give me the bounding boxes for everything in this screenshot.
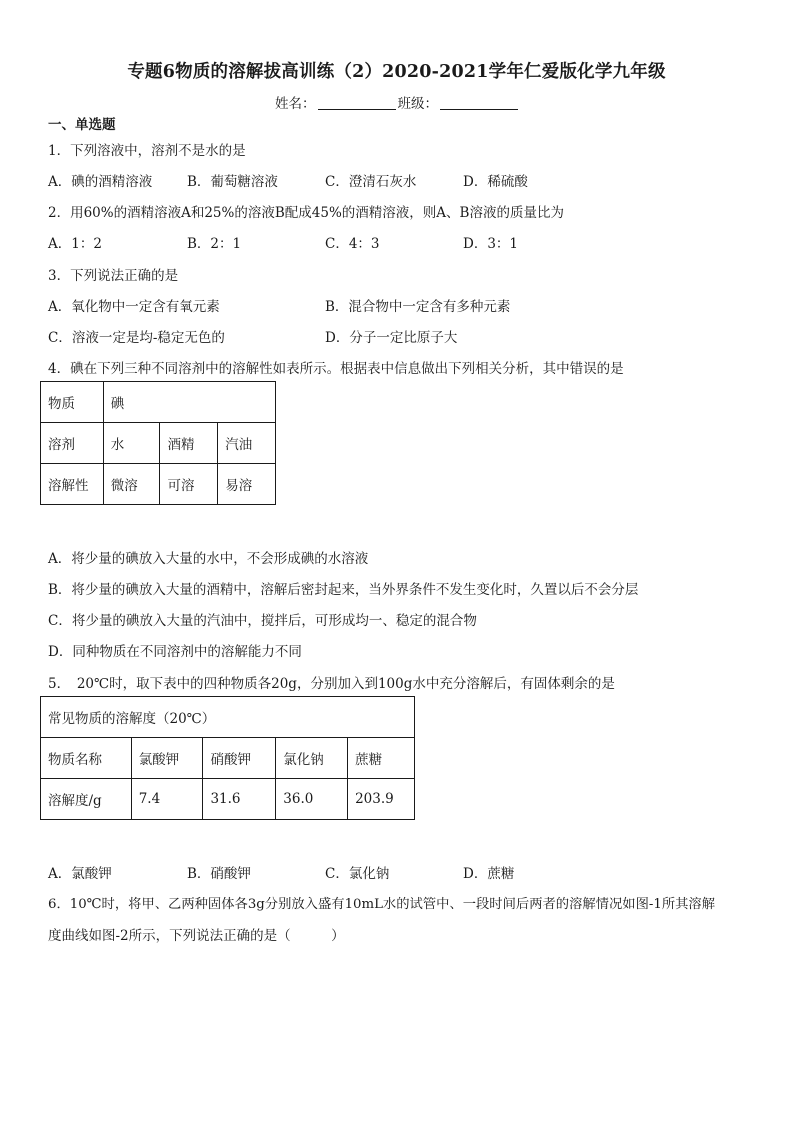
name-label: 姓名： — [275, 96, 316, 112]
question-1-option-d[interactable]: D．稀硫酸 — [463, 174, 528, 190]
question-4-option-b[interactable]: B．将少量的碘放入大量的酒精中，溶解后密封起来，当外界条件不发生变化时，久置以后不会分层 — [48, 582, 639, 598]
question-4-option-d[interactable]: D．同种物质在不同溶剂中的溶解能力不同 — [48, 644, 302, 660]
section-heading: 一、单选题 — [48, 117, 116, 133]
question-4-option-c[interactable]: C．将少量的碘放入大量的汽油中，搅拌后，可形成均一、稳定的混合物 — [48, 613, 477, 629]
question-2-option-d[interactable]: D．3：1 — [463, 236, 519, 252]
name-blank[interactable] — [318, 95, 396, 110]
question-5-option-d[interactable]: D．蔗糖 — [463, 866, 515, 882]
table-cell: 203.9 — [348, 779, 415, 820]
question-3-option-d[interactable]: D．分子一定比原子大 — [325, 330, 458, 346]
table-row — [41, 464, 276, 505]
class-blank[interactable] — [440, 95, 518, 110]
question-1-stem: 1．下列溶液中，溶剂不是水的是 — [48, 143, 246, 159]
table-caption: 常见物质的溶解度（20℃） — [41, 697, 415, 738]
table-cell: 易溶 — [218, 464, 276, 505]
table-cell: 溶解度/g — [41, 779, 132, 820]
question-2-option-b[interactable]: B．2：1 — [187, 236, 242, 252]
page-title: 专题6物质的溶解拔高训练（2）2020-2021学年仁爱版化学九年级 — [127, 62, 666, 82]
table-cell: 物质名称 — [41, 738, 132, 779]
question-3-option-c[interactable]: C．溶液一定是均-稳定无色的 — [48, 330, 225, 346]
class-label: 班级： — [397, 96, 438, 112]
table-cell: 硝酸钾 — [203, 738, 276, 779]
question-1-option-b[interactable]: B．葡萄糖溶液 — [187, 174, 278, 190]
question-2-option-c[interactable]: C．4：3 — [325, 236, 380, 252]
question-1-option-c[interactable]: C．澄清石灰水 — [325, 174, 417, 190]
question-5-option-b[interactable]: B．硝酸钾 — [187, 866, 251, 882]
table-cell: 7.4 — [131, 779, 203, 820]
question-1-option-a[interactable]: A．碘的酒精溶液 — [48, 174, 153, 190]
table-cell: 溶剂 — [41, 423, 104, 464]
question-4-stem: 4．碘在下列三种不同溶剂中的溶解性如表所示。根据表中信息做出下列相关分析，其中错误的是 — [48, 361, 624, 377]
table-cell: 氯化钠 — [276, 738, 348, 779]
question-3-option-b[interactable]: B．混合物中一定含有多种元素 — [325, 299, 511, 315]
question-5-stem: 5． 20℃时，取下表中的四种物质各20g，分别加入到100g水中充分溶解后，有固体剩余的是 — [48, 676, 615, 692]
table-cell: 微溶 — [103, 464, 160, 505]
name-class-line — [275, 92, 520, 112]
question-2-option-a[interactable]: A．1：2 — [48, 236, 102, 252]
question-4-option-a[interactable]: A．将少量的碘放入大量的水中，不会形成碘的水溶液 — [48, 551, 369, 567]
table-cell: 溶解性 — [41, 464, 104, 505]
table-cell: 氯酸钾 — [131, 738, 203, 779]
table-row — [41, 738, 415, 779]
table-cell: 可溶 — [160, 464, 218, 505]
solubility-table — [40, 696, 415, 820]
table-cell: 蔗糖 — [348, 738, 415, 779]
table-cell: 31.6 — [203, 779, 276, 820]
table-cell: 汽油 — [218, 423, 276, 464]
table-cell: 碘 — [103, 382, 275, 423]
table-cell: 36.0 — [276, 779, 348, 820]
question-6-stem-line-1: 6．10℃时，将甲、乙两种固体各3g分别放入盛有10mL水的试管中、一段时间后两者的溶解情况如图-1所其溶解 — [48, 897, 716, 912]
table-row — [41, 382, 276, 423]
question-5-option-a[interactable]: A．氯酸钾 — [48, 866, 112, 882]
table-row — [41, 423, 276, 464]
table-row — [41, 779, 415, 820]
table-cell: 物质 — [41, 382, 104, 423]
table-row — [41, 697, 415, 738]
table-cell: 水 — [103, 423, 160, 464]
iodine-solubility-table — [40, 381, 276, 505]
table-cell: 酒精 — [160, 423, 218, 464]
question-2-stem: 2．用60%的酒精溶液A和25%的溶液B配成45%的酒精溶液，则A、B溶液的质量比为 — [48, 205, 564, 221]
question-3-stem: 3．下列说法正确的是 — [48, 268, 179, 284]
question-3-option-a[interactable]: A．氧化物中一定含有氧元素 — [48, 299, 220, 315]
question-5-option-c[interactable]: C．氯化钠 — [325, 866, 390, 882]
question-6-stem-line-2: 度曲线如图-2所示，下列说法正确的是（ ） — [48, 928, 345, 944]
